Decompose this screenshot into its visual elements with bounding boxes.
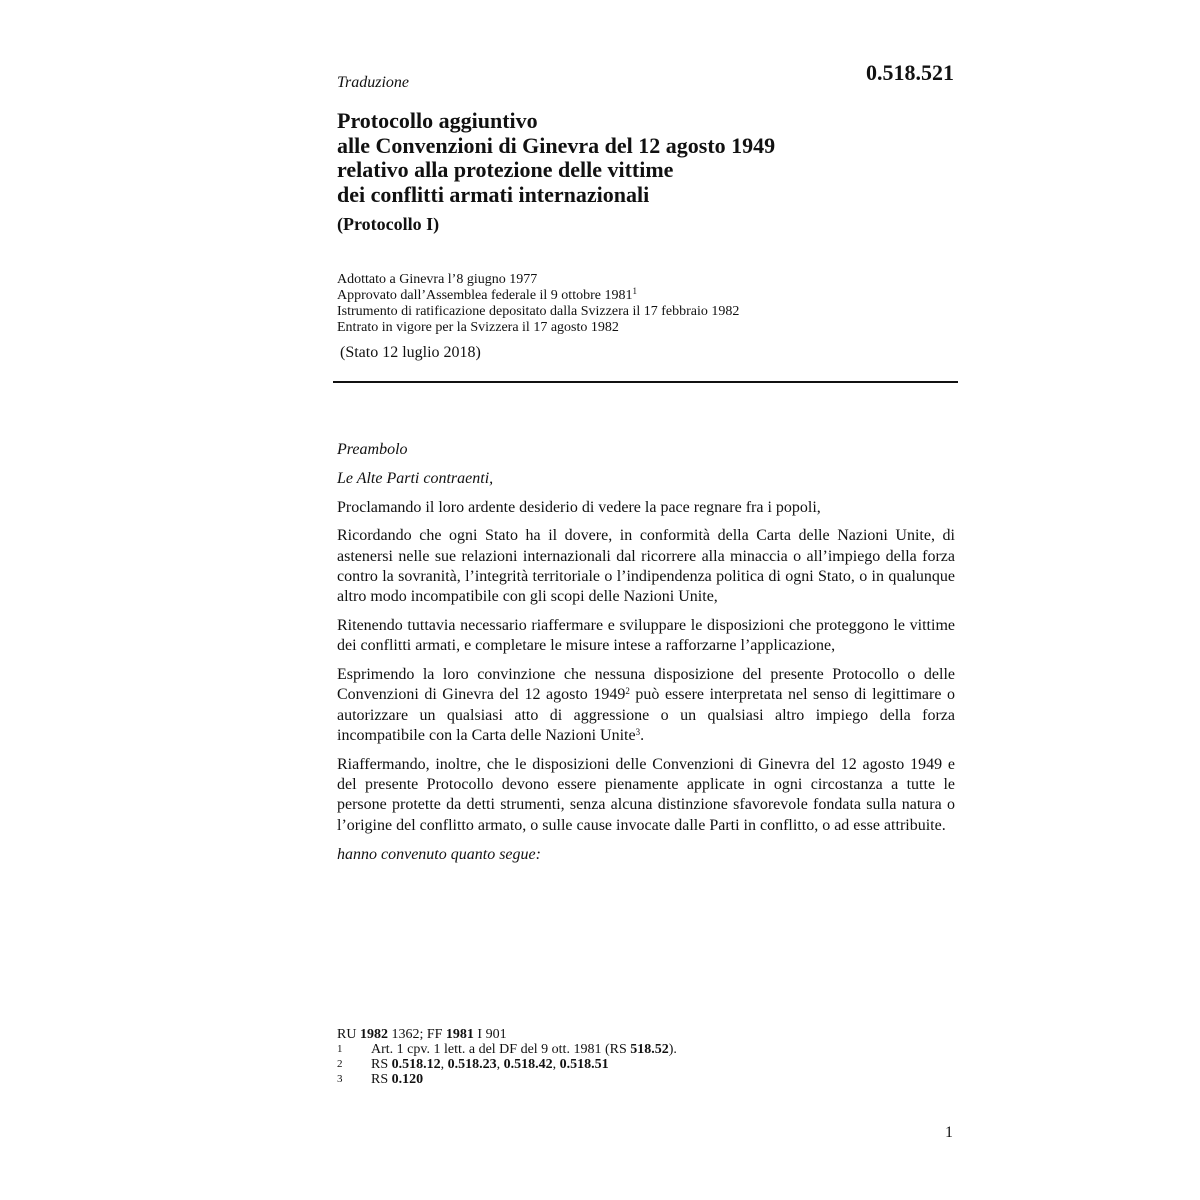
fn-text: RS xyxy=(371,1057,392,1072)
ref-year: 1981 xyxy=(445,1027,474,1042)
sr-link[interactable]: 518.52 xyxy=(630,1042,669,1057)
preamble-paragraph: Ricordando che ogni Stato ha il dovere, in conformità della Carta delle Nazioni Unite, di astenersi nelle sue relazioni internazionali dal ricorrere alla minaccia o all’impiego della forza contro la sovranità, l’integrità territoriale o l’indipendenza politica di ogni Stato, o in qualunque altro modo incompatibile con gli scopi delle Nazioni Unite, xyxy=(337,527,955,606)
footnote-text xyxy=(371,1072,423,1087)
preamble-closing: hanno convenuto quanto segue: xyxy=(337,845,541,863)
preamble-heading: Preambolo xyxy=(337,441,408,458)
paragraph-text: può essere interpretata nel senso di legittimare o autorizzare un qualsiasi atto di aggressione o un qualsiasi altro impiego della forza incompatibile con la Carta delle Nazioni Unite xyxy=(337,686,955,745)
adoption-metadata xyxy=(337,272,739,336)
status-date: (Stato 12 luglio 2018) xyxy=(340,344,481,361)
fn-text: ). xyxy=(668,1042,677,1057)
footnotes-section xyxy=(337,1027,677,1087)
fn-text: Art. 1 cpv. 1 lett. a del DF del 9 ott. 1981 (RS xyxy=(371,1042,631,1057)
sr-link[interactable]: 0.518.23 xyxy=(447,1057,497,1072)
ref-text: RU xyxy=(337,1027,360,1042)
paragraph-text: . xyxy=(640,727,645,745)
sr-link[interactable]: 0.518.12 xyxy=(391,1057,441,1072)
document-title xyxy=(337,109,775,207)
header-divider xyxy=(333,381,958,383)
approved-text: Approvato dall’Assemblea federale il 9 ottobre 1981 xyxy=(337,288,633,303)
footnote-number: 2 xyxy=(337,1058,343,1070)
ref-text: 1362; FF xyxy=(387,1027,446,1042)
title-line: Protocollo aggiuntivo xyxy=(337,108,538,133)
translation-label: Traduzione xyxy=(337,74,410,91)
preamble-paragraph: Ritenendo tuttavia necessario riaffermare e sviluppare le disposizioni che proteggono le vittime dei conflitti armati, e completare le misure intese a rafforzarne l’applicazione, xyxy=(337,617,955,655)
fn-sep: , xyxy=(496,1057,504,1072)
sr-link[interactable]: 0.518.42 xyxy=(503,1057,553,1072)
footnote-text xyxy=(371,1042,677,1057)
footnote-3 xyxy=(337,1072,677,1087)
fn-sep: , xyxy=(440,1057,448,1072)
adopted-line: Adottato a Ginevra l’8 giugno 1977 xyxy=(337,272,538,287)
title-line: relativo alla protezione delle vittime xyxy=(337,157,674,182)
document-subtitle: (Protocollo I) xyxy=(337,214,440,234)
approved-line xyxy=(337,288,739,304)
preamble-section xyxy=(337,440,955,873)
ratification-line: Istrumento di ratificazione depositato dalla Svizzera il 17 febbraio 1982 xyxy=(337,304,740,319)
footnote-2 xyxy=(337,1057,677,1072)
preamble-paragraph xyxy=(337,665,955,746)
contracting-parties: Le Alte Parti contraenti, xyxy=(337,469,494,487)
title-line: alle Convenzioni di Ginevra del 12 agosto 1949 xyxy=(337,132,776,158)
footnote-number: 1 xyxy=(337,1043,343,1055)
fn-sep: , xyxy=(552,1057,560,1072)
ref-year: 1982 xyxy=(359,1027,388,1042)
sr-link[interactable]: 0.518.51 xyxy=(559,1057,609,1072)
footnote-ref-1[interactable]: 1 xyxy=(632,286,637,296)
footnote-number: 3 xyxy=(337,1073,343,1085)
preamble-paragraph: Riaffermando, inoltre, che le disposizioni delle Convenzioni di Ginevra del 12 agosto 1949 e del presente Protocollo devono essere pienamente applicate in ogni circostanza a tutte le persone protette da detti strumenti, senza alcuna distinzione sfavorevole fondata sulla natura o l’origine del conflitto armato, o sulle cause invocate dalle Parti in conflitto, o ad esse attribuite. xyxy=(337,755,955,834)
footnote-ref-3[interactable]: 3 xyxy=(635,727,641,738)
publication-reference xyxy=(337,1027,677,1042)
page-number: 1 xyxy=(945,1124,953,1141)
in-force-line: Entrato in vigore per la Svizzera il 17 agosto 1982 xyxy=(337,320,619,335)
sr-number: 0.518.521 xyxy=(866,60,954,85)
fn-text: RS xyxy=(371,1072,392,1087)
footnote-ref-2[interactable]: 2 xyxy=(625,686,630,697)
paragraph-text: Esprimendo la loro convinzione che nessuna disposizione del presente Protocollo o delle Convenzioni di Ginevra del 12 agosto 1949 xyxy=(337,666,955,704)
title-line: dei conflitti armati internazionali xyxy=(337,181,650,207)
footnote-text xyxy=(371,1057,609,1072)
ref-text: I 901 xyxy=(473,1027,507,1042)
footnote-1 xyxy=(337,1042,677,1057)
sr-link[interactable]: 0.120 xyxy=(391,1072,424,1087)
preamble-paragraph: Proclamando il loro ardente desiderio di vedere la pace regnare fra i popoli, xyxy=(337,498,821,516)
